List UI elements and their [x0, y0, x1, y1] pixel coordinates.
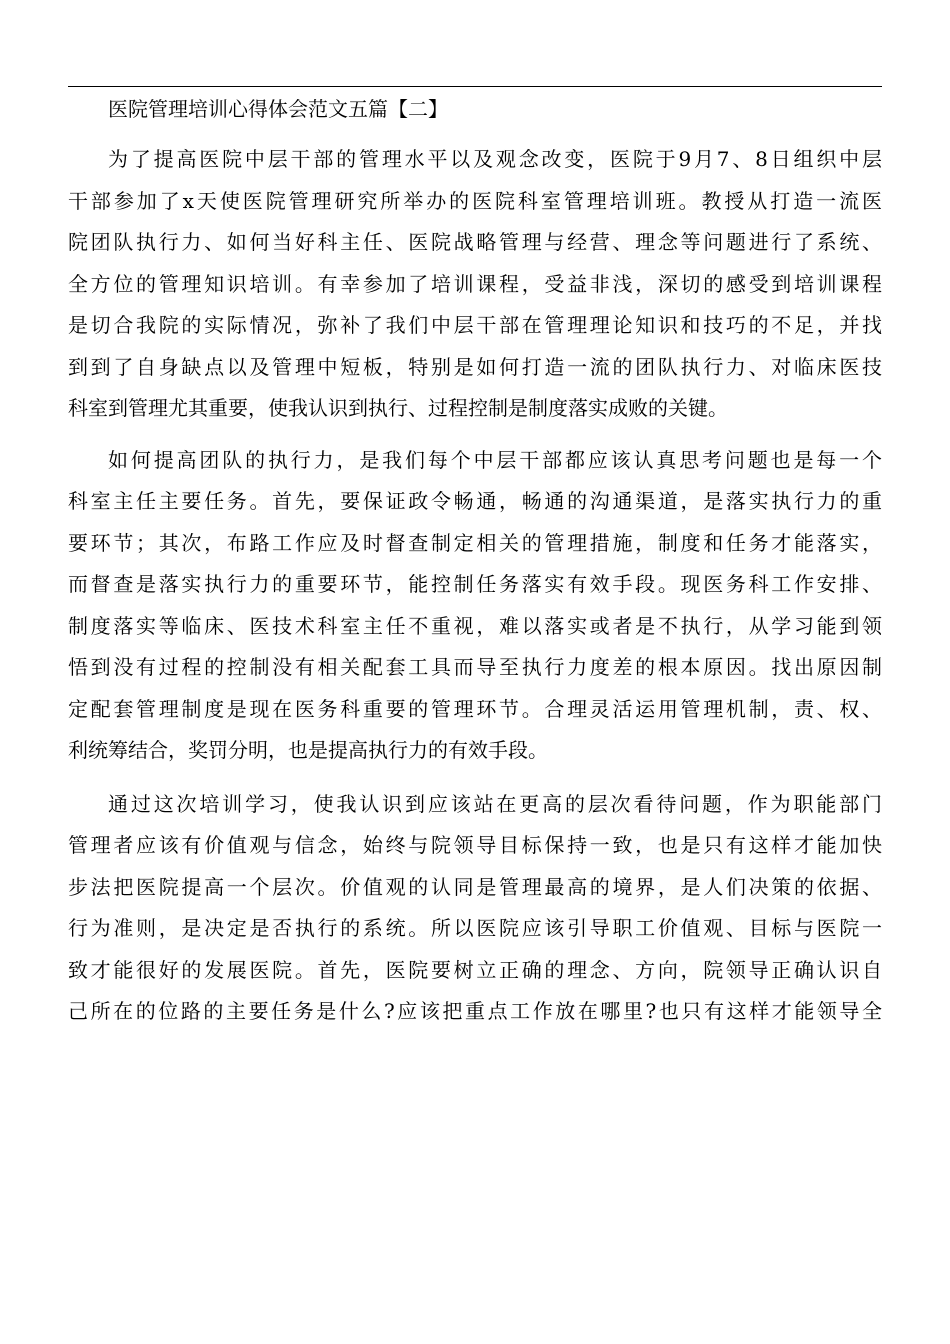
text-line: 管理者应该有价值观与信念，始终与院领导目标保持一致，也是只有这样才能加快 [68, 833, 882, 857]
text-line: 通过这次培训学习，使我认识到应该站在更高的层次看待问题，作为职能部门 [108, 791, 882, 816]
text-line: 科室到管理尤其重要，使我认识到执行、过程控制是制度落实成败的关键。 [68, 396, 728, 420]
text-line: 是切合我院的实际情况，弥补了我们中层干部在管理理论知识和技巧的不足，并找 [68, 313, 882, 337]
text-line: 而督查是落实执行力的重要环节，能控制任务落实有效手段。现医务科工作安排、 [68, 572, 882, 596]
text-line: 制度落实等临床、医技术科室主任不重视，难以落实或者是不执行，从学习能到领 [68, 613, 882, 638]
text-line: 到到了自身缺点以及管理中短板，特别是如何打造一流的团队执行力、对临床医技 [68, 354, 882, 379]
text-line: 为了提高医院中层干部的管理水平以及观念改变，医院于9月7、8日组织中层 [108, 147, 882, 171]
text-line: 定配套管理制度是现在医务科重要的管理环节。合理灵活运用管理机制，责、权、 [68, 696, 882, 721]
text-line: 悟到没有过程的控制没有相关配套工具而导至执行力度差的根本原因。找出原因制 [68, 655, 882, 679]
text-line: 利统筹结合，奖罚分明，也是提高执行力的有效手段。 [68, 738, 548, 762]
text-line: 步法把医院提高一个层次。价值观的认同是管理最高的境界，是人们决策的依据、 [68, 874, 882, 899]
text-line: 院团队执行力、如何当好科主任、医院战略管理与经营、理念等问题进行了系统、 [68, 230, 882, 254]
paragraph-2 [68, 440, 882, 772]
text-line: 己所在的位路的主要任务是什么?应该把重点工作放在哪里?也只有这样才能领导全 [68, 999, 882, 1023]
paragraph-3 [68, 784, 882, 1033]
header-rule [68, 86, 882, 87]
text-line: 如何提高团队的执行力，是我们每个中层干部都应该认真思考问题也是每一个 [108, 447, 882, 472]
text-line: 科室主任主要任务。首先，要保证政令畅通，畅通的沟通渠道，是落实执行力的重 [68, 489, 882, 513]
text-line: 干部参加了x天使医院管理研究所举办的医院科室管理培训班。教授从打造一流医 [68, 188, 882, 213]
text-line: 要环节；其次，布路工作应及时督查制定相关的管理措施，制度和任务才能落实， [68, 530, 882, 555]
text-line: 行为准则，是决定是否执行的系统。所以医院应该引导职工价值观、目标与医院一 [68, 916, 882, 940]
document-body [68, 92, 882, 1033]
text-line: 全方位的管理知识培训。有幸参加了培训课程，受益非浅，深切的感受到培训课程 [68, 271, 882, 296]
document-title: 医院管理培训心得体会范文五篇【二】 [108, 97, 448, 121]
paragraph-1 [68, 139, 882, 430]
text-line: 致才能很好的发展医院。首先，医院要树立正确的理念、方向，院领导正确认识自 [68, 957, 882, 982]
